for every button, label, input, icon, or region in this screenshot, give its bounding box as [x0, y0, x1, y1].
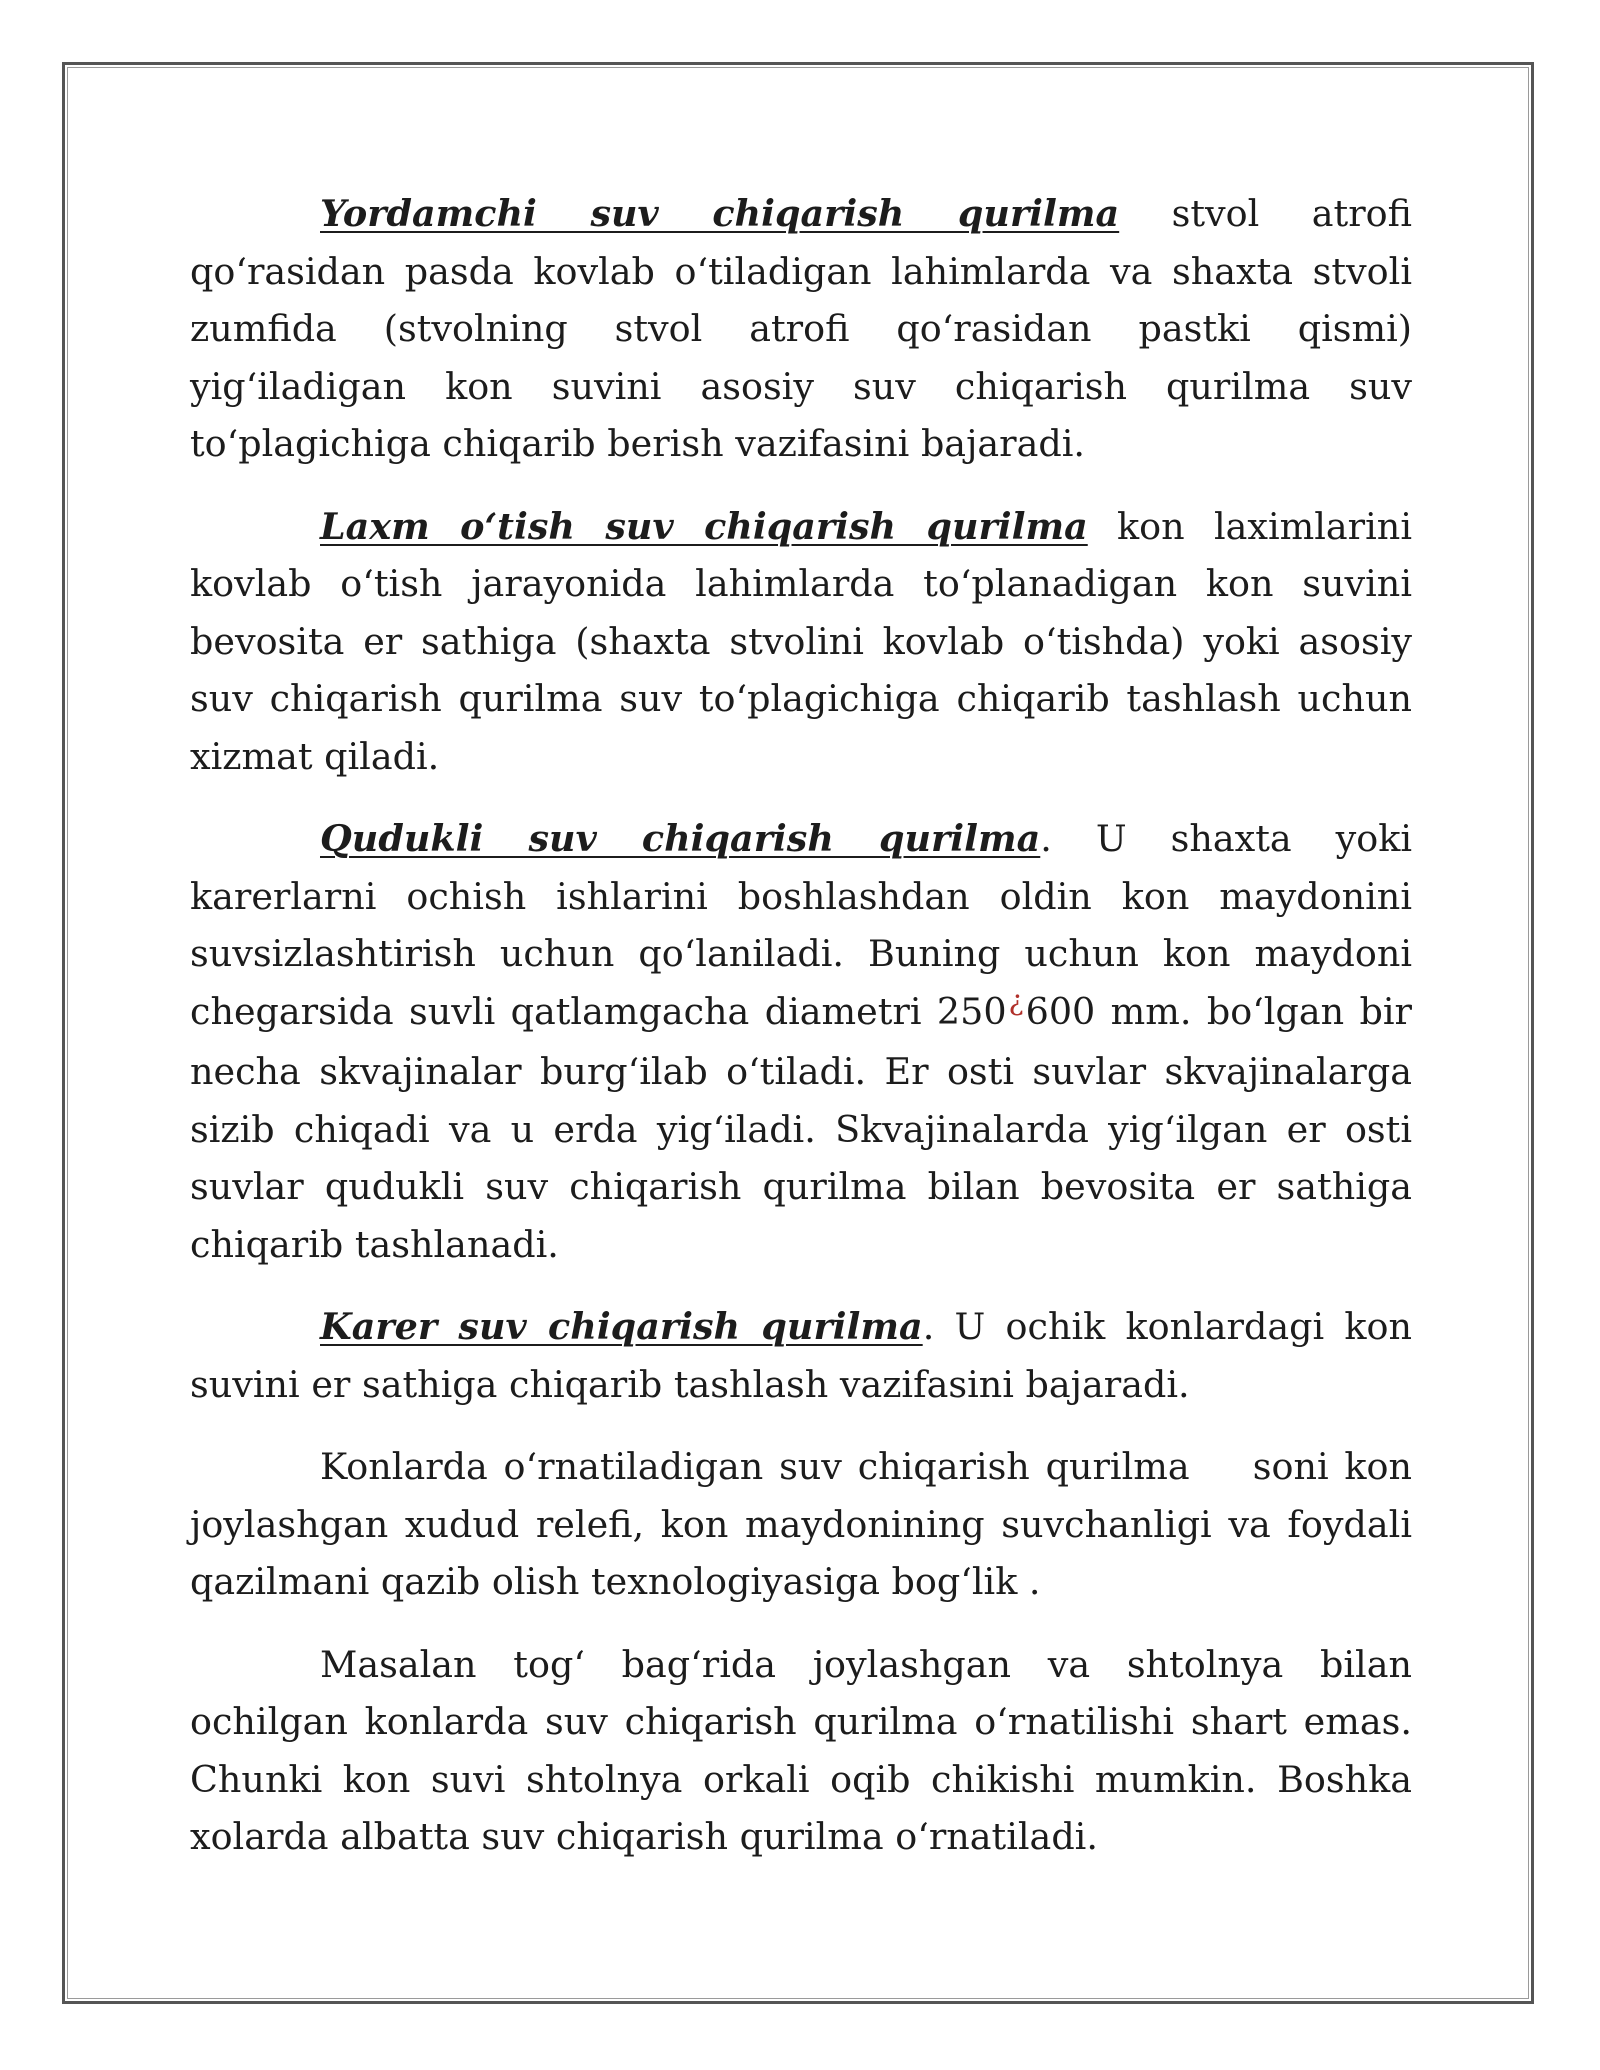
term-laxm: Laxm o‘tish suv chiqarish qurilma	[320, 504, 1088, 548]
term-yordamchi: Yordamchi suv chiqarish qurilma	[320, 192, 1120, 235]
range-glyph: ¿	[1008, 983, 1024, 1017]
paragraph-yordamchi	[190, 185, 1412, 473]
paragraph-qudukli	[190, 810, 1412, 1273]
paragraph-konlarda	[190, 1438, 1424, 1611]
paragraph-text: kon laximlarini kovlab o‘tish jarayonida lahimlarda to‘planadigan kon suvini bevosita er sathiga (shaxta stvolini kovlab o‘tishda) yoki asosiy suv chiqarish qurilma suv to‘plagichiga chiqarib tashlash uchun xizmat qiladi.	[190, 504, 1412, 778]
term-karer: Karer suv chiqarish qurilma	[320, 1305, 923, 1348]
paragraph-text: 600 mm. bo‘lgan bir necha skvajinalar burg‘ilab o‘tiladi. Er osti suvlar skvajinalarga sizib chiqadi va u erda yig‘iladi. Skvajinalarda yig‘ilgan er osti suvlar qudukli suv chiqarish qurilma bilan bevosita er sathiga chiqarib tashlanadi.	[190, 989, 1412, 1266]
paragraph-text: stvol atrofi qo‘rasidan pasda kovlab o‘tiladigan lahimlarda va shaxta stvoli zumfida (stvolning stvol atrofi qo‘rasidan pastki qismi) yig‘iladigan kon suvini asosiy suv chiqarish qurilma suv to‘plagichiga chiqarib berish vazifasini bajaradi.	[190, 192, 1412, 465]
paragraph-karer	[190, 1298, 1412, 1413]
paragraph-text: . U ochik konlardagi kon suvini er sathiga chiqarib tashlash vazifasini bajaradi.	[190, 1305, 1412, 1406]
paragraph-laxm	[190, 498, 1412, 786]
document-body	[190, 185, 1424, 1891]
term-qudukli: Qudukli suv chiqarish qurilma	[320, 817, 1041, 860]
paragraph-masalan	[190, 1636, 1412, 1866]
paragraph-text: Masalan tog‘ bag‘rida joylashgan va shtolnya bilan ochilgan konlarda suv chiqarish qurilma o‘rnatilishi shart emas. Chunki kon suvi shtolnya orkali oqib chikishi mumkin. Boshka xolarda albatta suv chiqarish qurilma o‘rnatiladi.	[190, 1642, 1412, 1858]
paragraph-text: . U shaxta yoki karerlarni ochish ishlarini boshlashdan oldin kon maydonini suvsizlashtirish uchun qo‘laniladi. Buning uchun kon maydoni chegarsida suvli qatlamgacha diametri 250	[190, 817, 1412, 1033]
paragraph-text: Konlarda o‘rnatiladigan suv chiqarish qurilma soni kon joylashgan xudud relefi, kon maydonining suvchanligi va foydali qazilmani qazib olish texnologiyasiga bog‘lik .	[190, 1445, 1424, 1603]
